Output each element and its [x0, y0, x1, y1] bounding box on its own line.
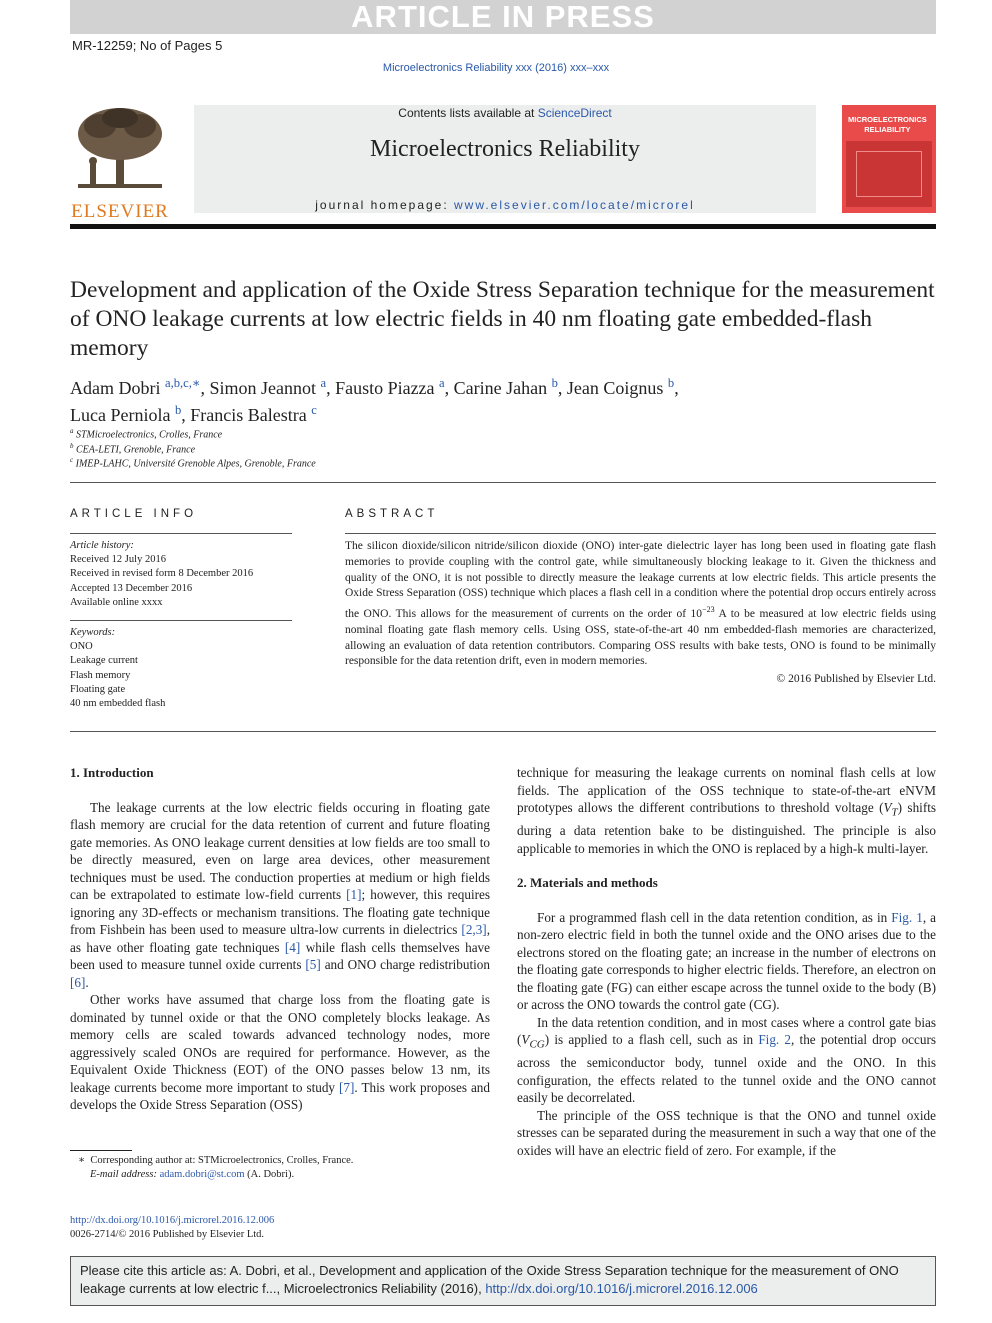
doi-block: http://dx.doi.org/10.1016/j.microrel.2016.12.006 0026-2714/© 2016 Published by Elsevier Ltd. [70, 1215, 275, 1240]
doi-link[interactable]: http://dx.doi.org/10.1016/j.microrel.2016.12.006 [70, 1215, 275, 1226]
section-heading: 2. Materials and methods [517, 875, 658, 891]
keyword: ONO [70, 641, 93, 653]
header-rule [70, 224, 936, 229]
article-title: Development and application of the Oxide Stress Separation technique for the measurement of ONO leakage currents at low electric fields in 40 nm floating gate embedded-flash memory [70, 277, 935, 361]
author[interactable]: Adam Dobri $^{a,b,c,∗}$ [70, 376, 201, 398]
divider [70, 533, 292, 534]
elsevier-logo[interactable] [70, 104, 170, 222]
citation-link[interactable]: [5] [305, 957, 321, 972]
divider [70, 482, 936, 483]
abstract-heading: ABSTRACT [345, 508, 439, 520]
journal-reference[interactable]: Microelectronics Reliability xxx (2016) xxx–xxx [382, 62, 610, 74]
email-link[interactable]: adam.dobri@st.com [159, 1169, 245, 1180]
citation-text: Please cite this article as: A. Dobri, et al., Development and application of the Oxide Stress Separation technique for the measurement of ONO leakage currents at low electric f..., Microelectronics Reliability (2016), http://dx.doi.org/10.1016/j.microrel.2016.12.006 [80, 1263, 899, 1296]
affiliation: $^c$ IMEP-LAHC, Université Grenoble Alpes, Grenoble, France [70, 456, 316, 470]
footnote-rule [70, 1150, 132, 1151]
citation-link[interactable]: [7] [339, 1079, 355, 1095]
abstract-text: The silicon dioxide/silicon nitride/silicon dioxide (ONO) inter-gate dielectric layer has long been used in floating gate flash memories to provide coupling with the control gate, while simultaneously blocking leakage to it. Given the thickness and quality of the ONO, it is not possible to directly measure the leakage currents at low electric fields. This article presents the Oxide Stress Separation (OSS) technique which places a flash cell in a condition where the potential drop occurs entirely across the ONO. This allows for the measurement of currents on the order of $10^{-23}$ A to be measured at low electric fields using nominal floating gate flash memory cells. Using OSS, state-of-the-art 40 nm embedded-flash memories are characterized, allowing an evaluation of data retention contributors. Comparing OSS results with bake tests, ONO is found to be minimally responsible for the data retention drift, even in modern memories. © 2016 Published by Elsevier Ltd. [345, 539, 936, 688]
keyword: 40 nm embedded flash [70, 698, 166, 710]
article-info-heading: ARTICLE INFO [70, 508, 198, 520]
keyword: Floating gate [70, 683, 126, 695]
affiliation: $^a$ STMicroelectronics, Crolles, France [70, 427, 223, 441]
paragraph: technique for measuring the leakage currents on nominal flash cells at low fields. The application of the OSS technique to state-of-the-art eNVM prototypes allows the different contributions to threshold voltage $(V_T)$ shifts during a data retention bake to be distinguished. The principle is also applicable to memories in which the ONO is replaced by a high-k multi-layer. [517, 765, 937, 856]
manuscript-id: MR-12259; No of Pages 5 [72, 38, 223, 53]
journal-cover[interactable] [842, 97, 936, 213]
citation-doi-link[interactable]: http://dx.doi.org/10.1016/j.microrel.2016.12.006 [485, 1281, 758, 1296]
author[interactable]: Francis Balestra $^c$ [190, 403, 317, 425]
author[interactable]: Simon Jeannot $^a$ [209, 376, 327, 398]
body-column-left [70, 764, 490, 1114]
citation-link[interactable]: [2,3] [461, 922, 487, 937]
body-column-right [517, 764, 936, 1159]
elsevier-tree-icon [70, 104, 170, 196]
paragraph: In the data retention condition, and in most cases where a control gate bias $(V_{CG})$ is applied to a flash cell, such as in Fig. 2, the potential drop occurs across the semiconductor body, tunnel oxide and the ONO. In this configuration, the effects related to the tunnel oxide and the ONO cannot easily be decorrelated. [517, 1014, 937, 1106]
keyword: Leakage current [70, 655, 138, 667]
author[interactable]: Fausto Piazza $^a$ [335, 376, 445, 398]
elsevier-wordmark: ELSEVIER [71, 201, 169, 222]
affiliation: $^b$ CEA-LETI, Grenoble, France [70, 442, 196, 456]
paragraph: For a programmed flash cell in the data retention condition, as in Fig. 1, a non-zero electric field in both the tunnel oxide and the ONO arises due to the electrons stored on the floating gate; an increase in the number of electrons on the floating gate corresponds to higher electric fields. Therefore, an electron on the floating gate (FG) can either escape across the tunnel oxide to the body (B) or across the ONO towards the control gate (CG). [517, 909, 937, 1013]
divider [70, 620, 292, 621]
author[interactable]: Luca Perniola $^b$ [70, 403, 182, 425]
section-heading: 1. Introduction [70, 765, 154, 780]
figure-link[interactable]: Fig. 2 [758, 1032, 792, 1048]
journal-title: Microelectronics Reliability [370, 136, 640, 162]
abstract-copyright: © 2016 Published by Elsevier Ltd. [776, 673, 936, 686]
divider [345, 533, 936, 534]
paragraph: Other works have assumed that charge loss from the floating gate is dominated by tunnel oxide or that the ONO completely blocks leakage. As memory cells are scaled towards advanced technology nodes, more aggressively scaled ONOs are required for performance. However, as the Equivalent Oxide Thickness (EOT) of the ONO passes below 13 nm, its leakage currents become more important to study [7]. This work proposes and develops the Oxide Stress Separation (OSS) [70, 992, 490, 1112]
author-list: Adam Dobri $^{a,b,c,∗}$, Simon Jeannot $^a$, Fausto Piazza $^a$, Carine Jahan $^b$, Jean Coignus $^b$, Luca Perniola $^b$, Francis Balestra $^c$ [70, 376, 679, 425]
article-in-press-banner: ARTICLE IN PRESS [70, 0, 936, 34]
divider [70, 731, 936, 732]
citation-link[interactable]: [1] [346, 887, 362, 902]
contents-available: Contents lists available at ScienceDirect [398, 106, 612, 120]
citation-link[interactable]: [6] [70, 974, 86, 990]
author[interactable]: Carine Jahan $^b$ [453, 376, 558, 398]
cover-title: MICROELECTRONICS RELIABILITY [848, 115, 927, 134]
footnote: ∗ Corresponding author at: STMicroelectronics, Crolles, France. E-mail address: adam.dobri@st.com (A. Dobri). [78, 1155, 354, 1180]
paragraph: The leakage currents at the low electric fields occuring in floating gate flash memory are crucial for the data retention of current and future floating gate memories. As ONO leakage current densities at low fields are too small to be directly measured, even on large area devices, other measurement techniques must be used. The conduction properties at medium or high fields can be extrapolated to estimate low-field currents [1]; however, this requires ignoring any 3D-effects or mechanism transitions. The floating gate technique from Fishbein has been used to measure ultra-low currents in dielectrics [2,3], as have other floating gate techniques [4] while flash cells themselves have been used to measure tunnel oxide currents [5] and ONO charge redistribution [6]. [70, 799, 491, 990]
article-history: Article history: Received 12 July 2016 Received in revised form 8 December 2016 Accepted 13 December 2016 Available online xxxx [70, 540, 254, 608]
paragraph: The principle of the OSS technique is that the ONO and tunnel oxide stresses can be separated during the measurement in such a way that one of the oxides will have an electric field of zero. For example, if the [517, 1107, 936, 1158]
keywords: Keywords: ONO Leakage current Flash memory Floating gate 40 nm embedded flash [70, 626, 165, 711]
citation-link[interactable]: [4] [284, 939, 301, 955]
author[interactable]: Jean Coignus $^b$ [566, 376, 675, 398]
figure-link[interactable]: Fig. 1 [891, 909, 923, 925]
sciencedirect-link[interactable]: ScienceDirect [537, 106, 612, 120]
homepage-link[interactable]: www.elsevier.com/locate/microrel [454, 198, 695, 212]
keyword: Flash memory [70, 669, 131, 681]
journal-homepage: journal homepage: www.elsevier.com/locate/microrel [315, 198, 695, 212]
